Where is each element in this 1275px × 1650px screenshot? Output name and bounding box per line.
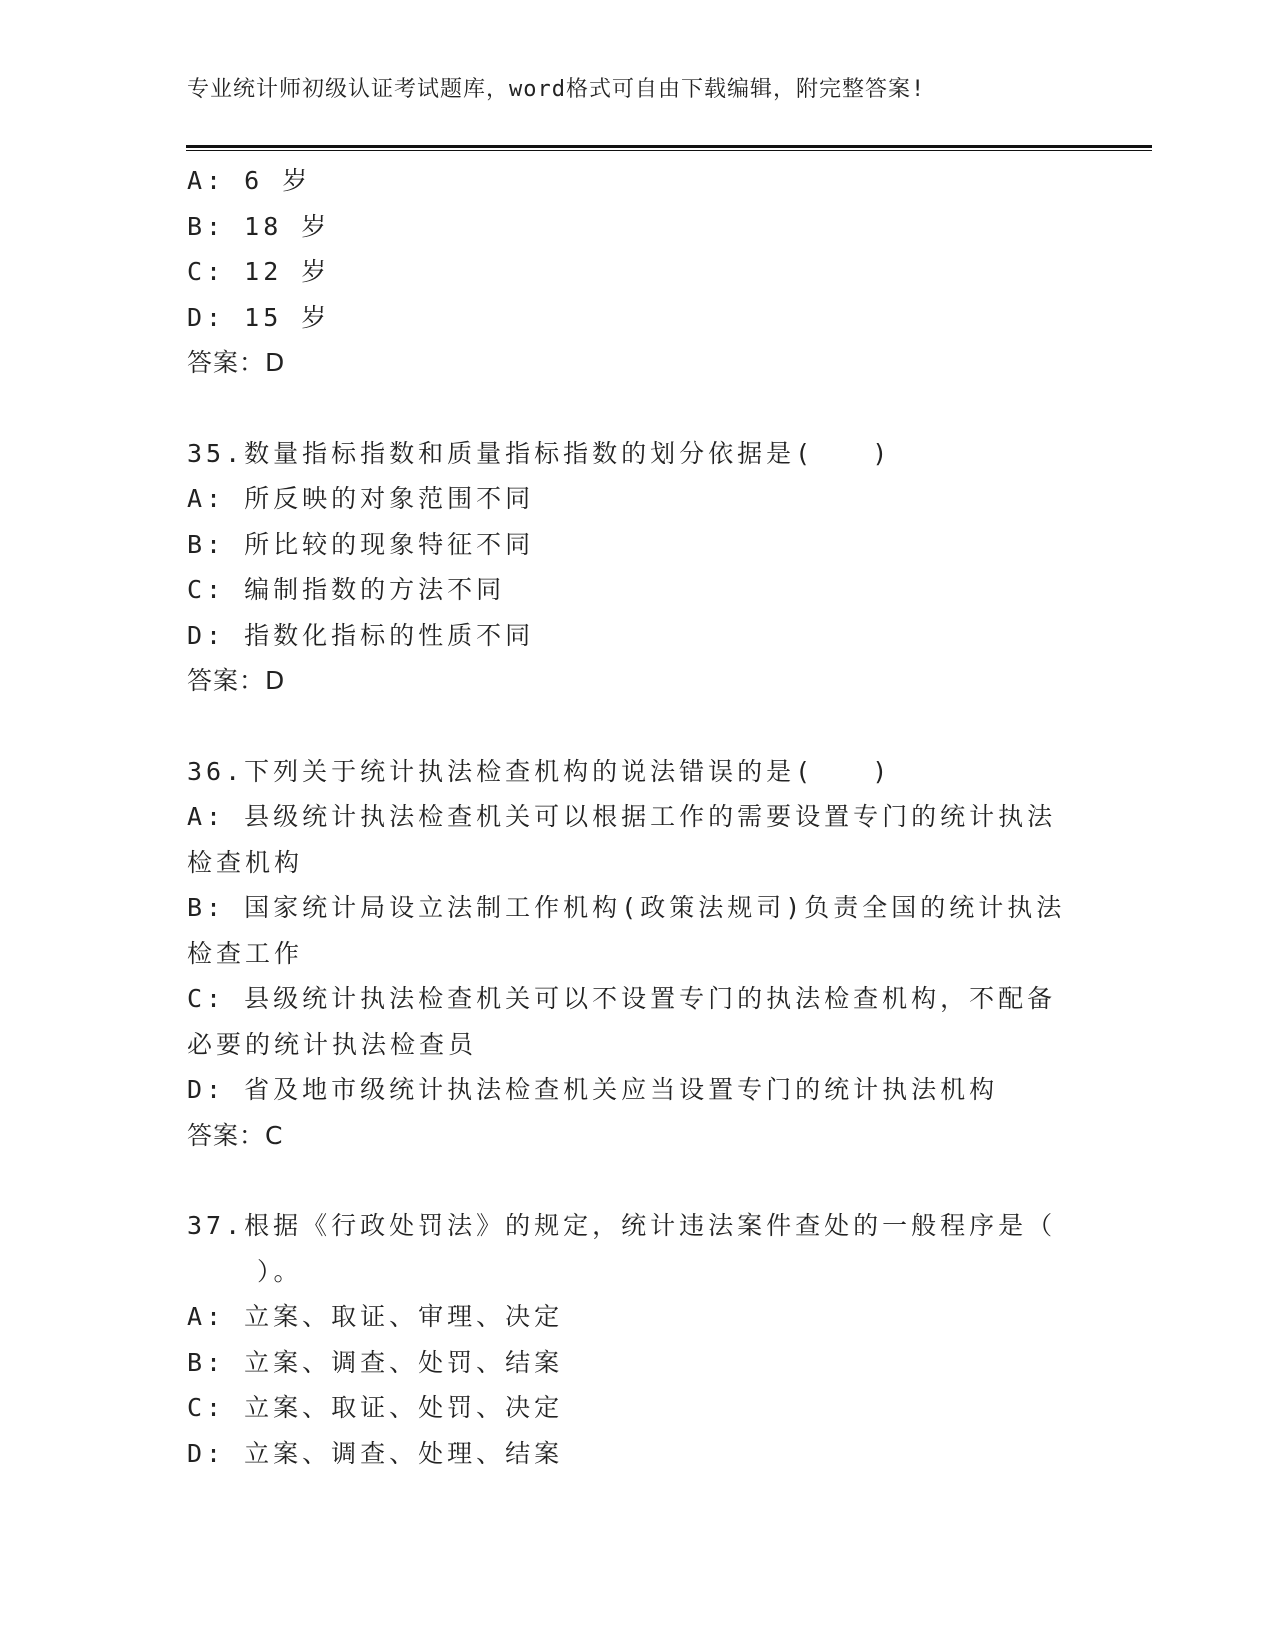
question-content [187, 158, 1087, 1476]
q35-option-d: D: 指数化指标的性质不同 [187, 620, 535, 650]
q34-option-d: D: 15 岁 [187, 302, 331, 332]
q36-option-a: A: 县级统计执法检查机关可以根据工作的需要设置专门的统计执法检查机构 [187, 802, 1057, 877]
spacer [187, 704, 1087, 749]
q34-option-c: C: 12 岁 [187, 257, 331, 286]
q37-option-b: B: 立案、调查、处罚、结案 [187, 1347, 564, 1377]
q36-stem: 36.下列关于统计执法检查机构的说法错误的是( ) [187, 756, 892, 786]
header-rule-thin [186, 150, 1152, 151]
q35-option-a: A: 所反映的对象范围不同 [187, 484, 535, 513]
q37-option-a: A: 立案、取证、审理、决定 [187, 1302, 564, 1331]
question-34-block [187, 158, 1087, 386]
question-37-block [187, 1203, 1087, 1476]
question-36-block [187, 749, 1087, 1159]
q35-stem: 35.数量指标指数和质量指标指数的划分依据是( ) [187, 438, 892, 468]
spacer [187, 386, 1087, 431]
q34-option-a: A: 6 岁 [187, 166, 312, 195]
q37-option-d: D: 立案、调查、处理、结案 [187, 1438, 564, 1468]
q35-answer: 答案：D [187, 666, 286, 695]
q34-answer: 答案：D [187, 348, 286, 377]
q34-option-b: B: 18 岁 [187, 211, 331, 241]
question-35-block [187, 431, 1087, 704]
q36-option-d: D: 省及地市级统计执法检查机关应当设置专门的统计执法机构 [187, 1075, 999, 1104]
header-rule-thick [186, 145, 1152, 148]
q35-option-c: C: 编制指数的方法不同 [187, 575, 506, 604]
q37-stem-line2: ）。 [257, 1256, 303, 1286]
q36-answer: 答案：C [187, 1120, 284, 1150]
q35-option-b: B: 所比较的现象特征不同 [187, 529, 535, 559]
q36-option-b: B: 国家统计局设立法制工作机构(政策法规司)负责全国的统计执法检查工作 [187, 893, 1066, 968]
q37-option-c: C: 立案、取证、处罚、决定 [187, 1393, 564, 1422]
q36-option-c: C: 县级统计执法检查机关可以不设置专门的执法检查机构，不配备必要的统计执法检查员 [187, 984, 1057, 1059]
document-header: 专业统计师初级认证考试题库，word格式可自由下载编辑，附完整答案! [187, 77, 926, 102]
q37-stem-line1: 37.根据《行政处罚法》的规定，统计违法案件查处的一般程序是（ [187, 1211, 1057, 1240]
spacer [187, 1158, 1087, 1203]
